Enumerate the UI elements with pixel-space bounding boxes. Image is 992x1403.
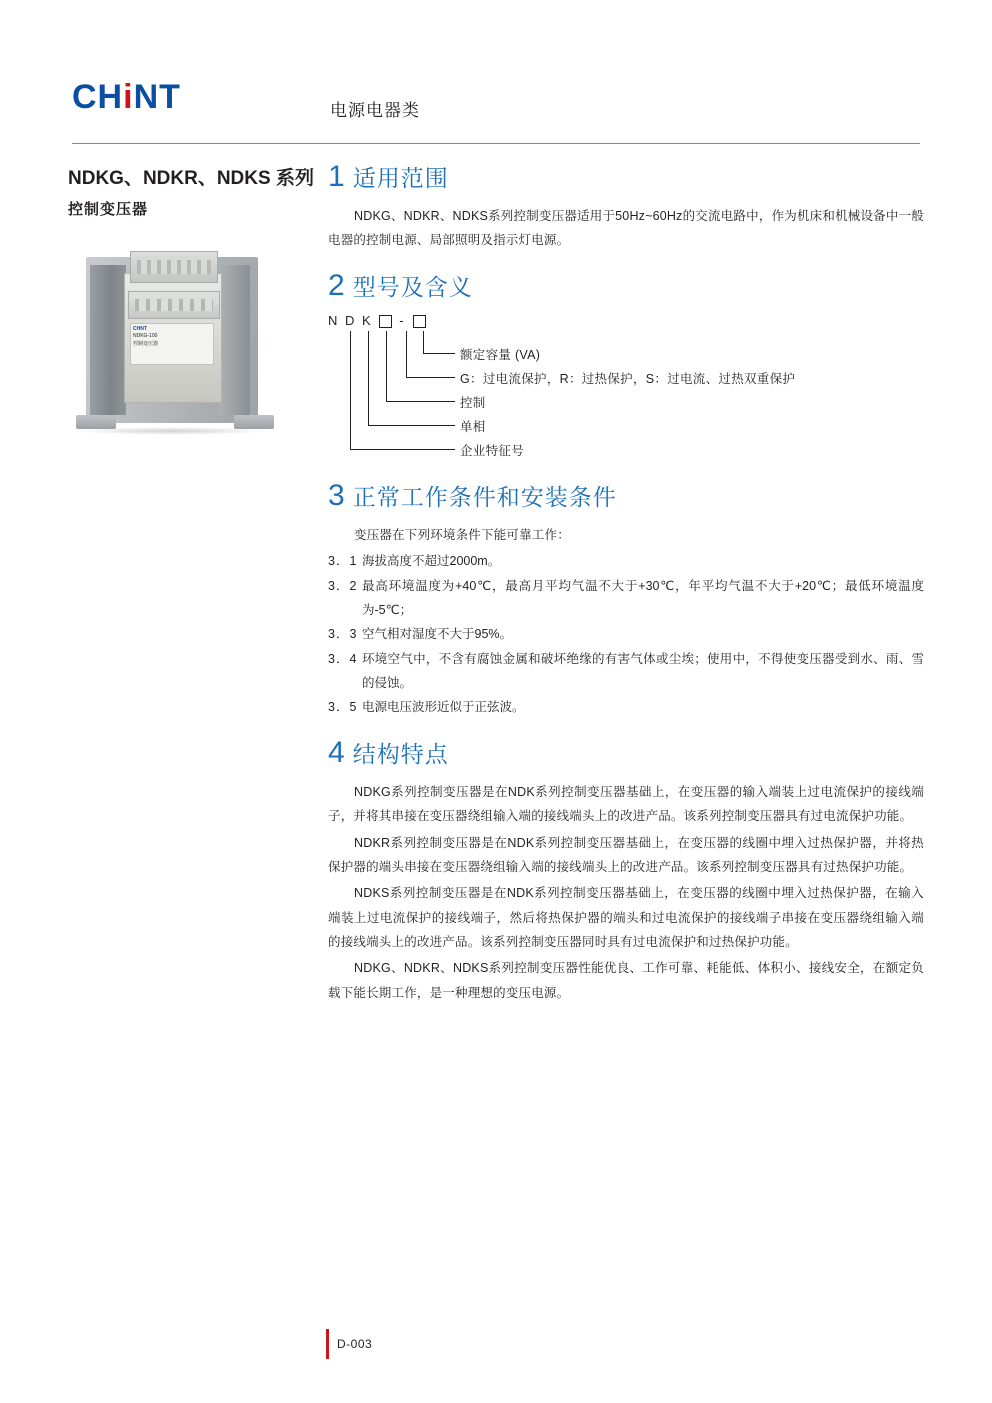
condition-item bbox=[328, 695, 924, 719]
model-designation-diagram bbox=[328, 313, 924, 463]
callout-control: 控制 bbox=[460, 395, 486, 410]
page-footer bbox=[326, 1329, 372, 1359]
section-4-paragraph-2: NDKR系列控制变压器是在NDK系列控制变压器基础上，在变压器的线圈中埋入过热保护器，并将热保护器的端头串接在变压器绕组输入端的接线端头上的改进产品。该系列控制变压器具有过热保护功能。 bbox=[328, 835, 924, 874]
section-3-heading bbox=[328, 479, 924, 513]
leader-line-h-single-phase bbox=[368, 425, 455, 426]
condition-number: 3．5 bbox=[328, 700, 358, 715]
section-4-paragraph-1: NDKG系列控制变压器是在NDK系列控制变压器基础上，在变压器的输入端装上过电流保护的接线端子，并将其串接在变压器绕组输入端的接线端头上的改进产品。该系列控制变压器具有过电流保护功能。 bbox=[328, 784, 924, 824]
condition-text: 空气相对湿度不大于95%。 bbox=[362, 627, 513, 642]
leader-line-h-company-code bbox=[350, 449, 455, 450]
section-4-title: 结构特点 bbox=[352, 740, 449, 767]
leader-line-v-protection bbox=[406, 331, 407, 377]
terminal-block-middle bbox=[128, 291, 220, 319]
callout-capacity: 额定容量 (VA) bbox=[460, 347, 541, 362]
transformer-core-left bbox=[90, 265, 126, 415]
section-structure-features bbox=[328, 736, 924, 1005]
section-2-title: 型号及含义 bbox=[352, 273, 473, 300]
section-1-paragraph: NDKG、NDKR、NDKS系列控制变压器适用于50Hz~60Hz的交流电路中，作为机床和机械设备中一般电器的控制电源、局部照明及指示灯电源。 bbox=[328, 209, 924, 248]
section-1-heading bbox=[328, 160, 924, 194]
left-column bbox=[68, 166, 316, 437]
section-2-number: 2 bbox=[328, 268, 345, 302]
model-code-letters bbox=[328, 313, 427, 328]
logo-accent-letter: i bbox=[123, 78, 134, 116]
transformer-core-right bbox=[218, 265, 250, 415]
terminal-block-top bbox=[130, 251, 218, 283]
section-4-number: 4 bbox=[328, 735, 345, 769]
section-model-designation bbox=[328, 269, 924, 463]
photo-shadow bbox=[74, 427, 270, 435]
model-code-dash: - bbox=[399, 312, 406, 328]
condition-number: 3．4 bbox=[328, 651, 358, 666]
condition-item bbox=[328, 647, 924, 696]
leader-line-h-control bbox=[386, 401, 455, 402]
callout-protection: G：过电流保护，R：过热保护，S：过电流、过热双重保护 bbox=[460, 371, 796, 386]
product-label-model: NDKG-100 bbox=[133, 333, 158, 340]
product-label bbox=[130, 323, 214, 365]
page-number: D-003 bbox=[337, 1337, 373, 1351]
section-1-title: 适用范围 bbox=[352, 165, 449, 191]
section-4-heading bbox=[328, 736, 924, 770]
condition-text: 电源电压波形近似于正弦波。 bbox=[362, 700, 525, 715]
condition-text: 最高环境温度为+40℃，最高月平均气温不大于+30℃，年平均气温不大于+20℃；最低环境温度为-5℃； bbox=[362, 578, 924, 617]
series-subtitle: 控制变压器 bbox=[68, 200, 149, 218]
model-code-box-1 bbox=[379, 315, 392, 328]
header-divider bbox=[72, 143, 920, 144]
section-scope bbox=[328, 160, 924, 253]
leader-line-v-capacity bbox=[423, 331, 424, 353]
section-3-lead: 变压器在下列环境条件下能可靠工作： bbox=[354, 527, 570, 542]
section-4-paragraph-3: NDKS系列控制变压器是在NDK系列控制变压器基础上，在变压器的线圈中埋入过热保护器，在输入端装上过电流保护的接线端子，然后将热保护器的端头和过电流保护的接线端子串接在变压器绕组输入端的接线端头上的改进产品。该系列控制变压器同时具有过电流保护和过热保护功能。 bbox=[328, 886, 924, 949]
category-title: 电源电器类 bbox=[330, 101, 420, 120]
brand-logo: CHiNT bbox=[72, 78, 181, 116]
condition-item bbox=[328, 574, 924, 623]
condition-number: 3．1 bbox=[328, 554, 358, 569]
series-title: NDKG、NDKR、NDKS 系列 bbox=[68, 168, 314, 189]
condition-item bbox=[328, 622, 924, 646]
section-operating-conditions bbox=[328, 479, 924, 720]
model-code-box-2 bbox=[413, 315, 426, 328]
callout-single-phase: 单相 bbox=[460, 419, 486, 434]
section-3-title: 正常工作条件和安装条件 bbox=[352, 483, 617, 510]
leader-line-v-single-phase bbox=[368, 331, 369, 425]
callout-company-code: 企业特征号 bbox=[460, 443, 525, 458]
leader-line-h-capacity bbox=[423, 353, 455, 354]
section-3-number: 3 bbox=[328, 478, 345, 512]
page-header bbox=[0, 0, 992, 140]
leader-line-v-control bbox=[386, 331, 387, 401]
product-photo bbox=[68, 237, 282, 437]
footer-accent-bar bbox=[326, 1329, 329, 1359]
condition-item bbox=[328, 549, 924, 573]
product-label-sub: 控制变压器 bbox=[133, 340, 159, 347]
condition-number: 3．2 bbox=[328, 578, 358, 593]
section-2-heading bbox=[328, 269, 924, 303]
condition-text: 海拔高度不超过2000m。 bbox=[362, 554, 501, 569]
model-code-prefix: N D K bbox=[328, 312, 373, 328]
condition-text: 环境空气中，不含有腐蚀金属和破坏绝缘的有害气体或尘埃；使用中，不得使变压器受到水、雨、雪的侵蚀。 bbox=[362, 651, 924, 690]
section-4-paragraph-4: NDKG、NDKR、NDKS系列控制变压器性能优良、工作可靠、耗能低、体积小、接线安全，在额定负载下能长期工作，是一种理想的变压电源。 bbox=[328, 961, 924, 1000]
leader-line-h-protection bbox=[406, 377, 455, 378]
main-content bbox=[328, 160, 924, 1021]
product-label-brand: CHNT bbox=[133, 325, 147, 332]
leader-line-v-company-code bbox=[350, 331, 351, 449]
section-1-number: 1 bbox=[328, 160, 345, 193]
condition-number: 3．3 bbox=[328, 627, 358, 642]
